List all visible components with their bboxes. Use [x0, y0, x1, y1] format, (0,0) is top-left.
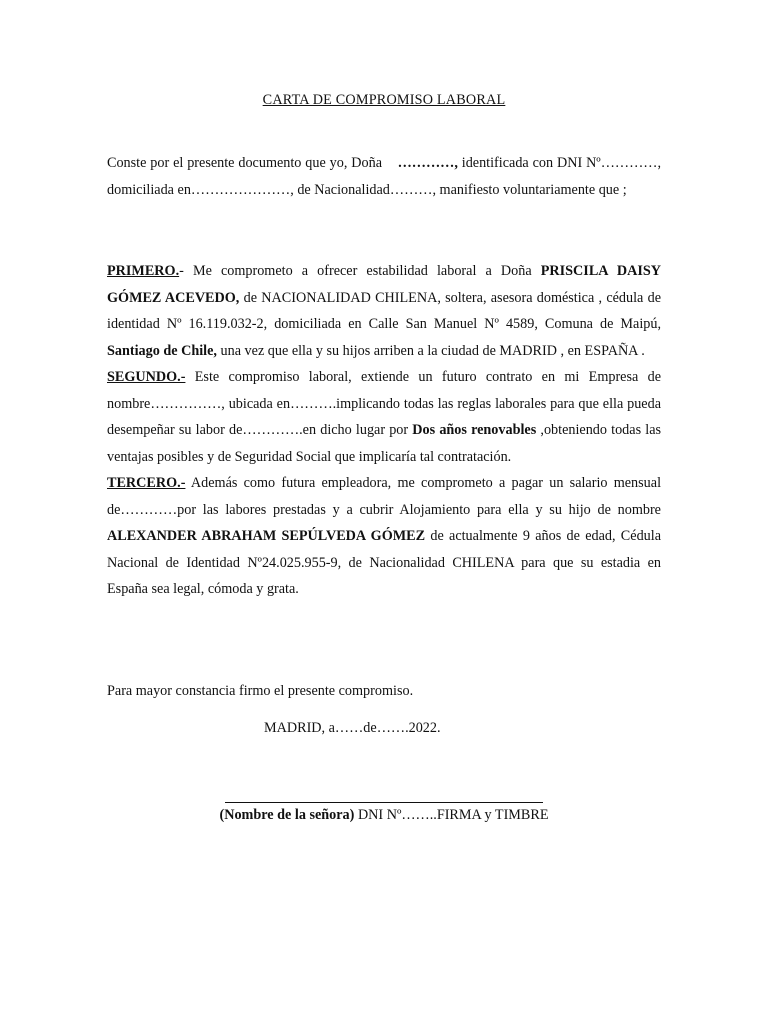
clause-primero-name: PRISCILA DAISY GÓMEZ ACEVEDO, — [107, 263, 662, 306]
clause-primero — [107, 258, 661, 364]
clauses-section — [107, 258, 661, 603]
signature-caption — [0, 804, 768, 826]
clause-primero-label: PRIMERO. — [107, 263, 180, 279]
intro-text-1: Conste por el presente documento que yo, Doña — [107, 155, 383, 171]
clause-segundo-duration: Dos años renovables — [412, 422, 537, 438]
closing-statement: Para mayor constancia firmo el presente compromiso. — [107, 683, 414, 699]
clause-segundo-text-2: ,obteniendo todas las ventajas posibles y de Seguridad Social que implicaría tal contratación. — [107, 422, 662, 465]
clause-tercero — [107, 470, 661, 603]
clause-primero-text-2: de NACIONALIDAD CHILENA, soltera, asesora doméstica , cédula de identidad Nº 16.119.032-2, domiciliada en Calle San Manuel Nº 4589, Comuna de Maipú, — [107, 289, 661, 332]
clause-primero-city: Santiago de Chile, — [107, 342, 217, 359]
clause-tercero-label: TERCERO.- — [107, 475, 186, 491]
place-and-date: MADRID, a……de…….2022. — [264, 720, 441, 736]
clause-primero-text-3: una vez que ella y su hijos arriben a la ciudad de MADRID , en ESPAÑA . — [220, 342, 645, 359]
signature-dni-firma: DNI Nº……..FIRMA y TIMBRE — [357, 807, 549, 823]
clause-tercero-text-2: de actualmente 9 años de edad, Cédula Nacional de Identidad Nº24.025.955-9, de Nacionalidad CHILENA para que su estadia en España sea legal, cómoda y grata. — [107, 528, 661, 597]
document-title: CARTA DE COMPROMISO LABORAL — [262, 92, 506, 108]
clause-primero-text-1: - Me comprometo a ofrecer estabilidad laboral a Doña — [179, 263, 532, 279]
intro-paragraph — [107, 150, 661, 203]
intro-text-2: identificada con DNI Nº…………, domiciliada en…………………, de Nacionalidad………, manifiesto voluntariamente que ; — [107, 155, 662, 198]
clause-tercero-text-1: Además como futura empleadora, me comprometo a pagar un salario mensual de…………por las labores prestadas y a cubrir Alojamiento para ella y su hijo de nombre — [107, 475, 662, 518]
clause-segundo-label: SEGUNDO.- — [107, 369, 186, 385]
intro-blank-name: …………, — [397, 155, 458, 171]
clause-tercero-child-name: ALEXANDER ABRAHAM SEPÚLVEDA GÓMEZ — [107, 528, 426, 544]
signature-name-label: (Nombre de la señora) — [219, 807, 355, 823]
clause-segundo-text-1: Este compromiso laboral, extiende un futuro contrato en mi Empresa de nombre……………, ubicada en……….implicando todas las reglas laborales para que ella pueda desempeñar su labor de………….en dicho lugar por — [107, 369, 662, 438]
signature-line — [225, 802, 543, 803]
clause-segundo — [107, 364, 661, 470]
